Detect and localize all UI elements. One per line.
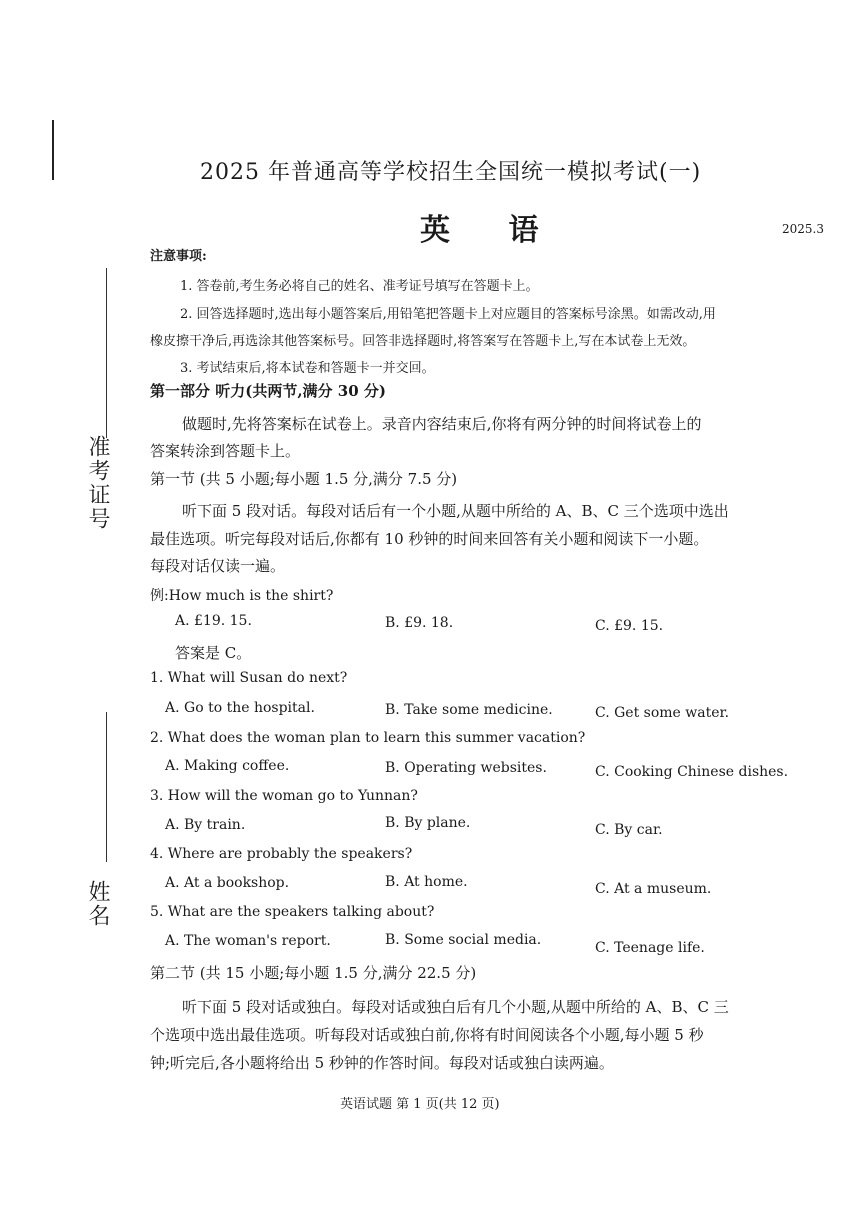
question-3-option-c: C. By car. — [595, 822, 663, 838]
section2-intro-line1: 听下面 5 段对话或独白。每段对话或独白后有几个小题,从题中所给的 A、B、C 三 — [182, 998, 729, 1016]
notice-item-2-line1: 2. 回答选择题时,选出每小题答案后,用铅笔把答题卡上对应题目的答案标号涂黑。如需改动,用 — [180, 307, 716, 322]
question-3-option-a: A. By train. — [165, 817, 246, 833]
page-footer: 英语试题 第 1 页(共 12 页) — [340, 1097, 500, 1112]
question-2: 2. What does the woman plan to learn this summer vacation? — [150, 730, 586, 746]
notice-item-1: 1. 答卷前,考生务必将自己的姓名、准考证号填写在答题卡上。 — [180, 279, 539, 294]
question-5-option-c: C. Teenage life. — [595, 940, 705, 956]
exam-date: 2025.3 — [782, 222, 824, 236]
exam-title: 2025 年普通高等学校招生全国统一模拟考试(一) — [200, 160, 702, 185]
question-5-option-a: A. The woman's report. — [165, 933, 331, 949]
question-4-option-a: A. At a bookshop. — [165, 875, 290, 891]
question-4-option-c: C. At a museum. — [595, 881, 712, 897]
section1-intro-line1: 听下面 5 段对话。每段对话后有一个小题,从题中所给的 A、B、C 三个选项中选出 — [182, 502, 729, 520]
question-2-option-b: B. Operating websites. — [385, 760, 547, 776]
question-2-option-a: A. Making coffee. — [165, 758, 290, 774]
example-answer: 答案是 C。 — [175, 644, 252, 662]
section2-intro-line3: 钟;听完后,各小题将给出 5 秒钟的作答时间。每段对话或独白读两遍。 — [150, 1054, 614, 1072]
question-5-option-b: B. Some social media. — [385, 932, 542, 948]
question-4-option-b: B. At home. — [385, 874, 468, 890]
example-option-a: A. £19. 15. — [175, 613, 252, 629]
exam-no-label: 准考证号 — [85, 435, 110, 531]
question-1-option-a: A. Go to the hospital. — [165, 700, 315, 716]
part1-intro-line2: 答案转涂到答题卡上。 — [150, 442, 301, 460]
section1-intro-line2: 最佳选项。听完每段对话后,你都有 10 秒钟的时间来回答有关小题和阅读下一小题。 — [150, 530, 709, 548]
binding-line — [52, 120, 54, 180]
exam-no-rule — [106, 268, 107, 438]
section1-heading: 第一节 (共 5 小题;每小题 1.5 分,满分 7.5 分) — [150, 470, 458, 488]
question-1-option-b: B. Take some medicine. — [385, 702, 553, 718]
name-rule — [106, 712, 107, 862]
question-2-option-c: C. Cooking Chinese dishes. — [595, 764, 789, 780]
example-question: 例:How much is the shirt? — [150, 588, 334, 604]
name-label: 姓名 — [85, 880, 110, 928]
section2-intro-line2: 个选项中选出最佳选项。听每段对话或独白前,你将有时间阅读各个小题,每小题 5 秒 — [150, 1026, 704, 1044]
question-1-option-c: C. Get some water. — [595, 705, 730, 721]
question-4: 4. Where are probably the speakers? — [150, 846, 413, 862]
example-option-c: C. £9. 15. — [595, 618, 664, 634]
notice-heading: 注意事项: — [150, 249, 207, 264]
question-5: 5. What are the speakers talking about? — [150, 904, 435, 920]
notice-item-3: 3. 考试结束后,将本试卷和答题卡一并交回。 — [180, 361, 435, 376]
question-1: 1. What will Susan do next? — [150, 670, 348, 686]
subject-title: 英 语 — [420, 213, 563, 248]
question-3-option-b: B. By plane. — [385, 815, 471, 831]
example-option-b: B. £9. 18. — [385, 615, 454, 631]
section2-heading: 第二节 (共 15 小题;每小题 1.5 分,满分 22.5 分) — [150, 964, 477, 982]
notice-item-2-line2: 橡皮擦干净后,再选涂其他答案标号。回答非选择题时,将答案写在答题卡上,写在本试卷上无效。 — [150, 334, 696, 349]
section1-intro-line3: 每段对话仅读一遍。 — [150, 557, 286, 575]
part1-heading: 第一部分 听力(共两节,满分 30 分) — [150, 382, 386, 400]
question-3: 3. How will the woman go to Yunnan? — [150, 788, 418, 804]
part1-intro-line1: 做题时,先将答案标在试卷上。录音内容结束后,你将有两分钟的时间将试卷上的 — [182, 415, 702, 433]
